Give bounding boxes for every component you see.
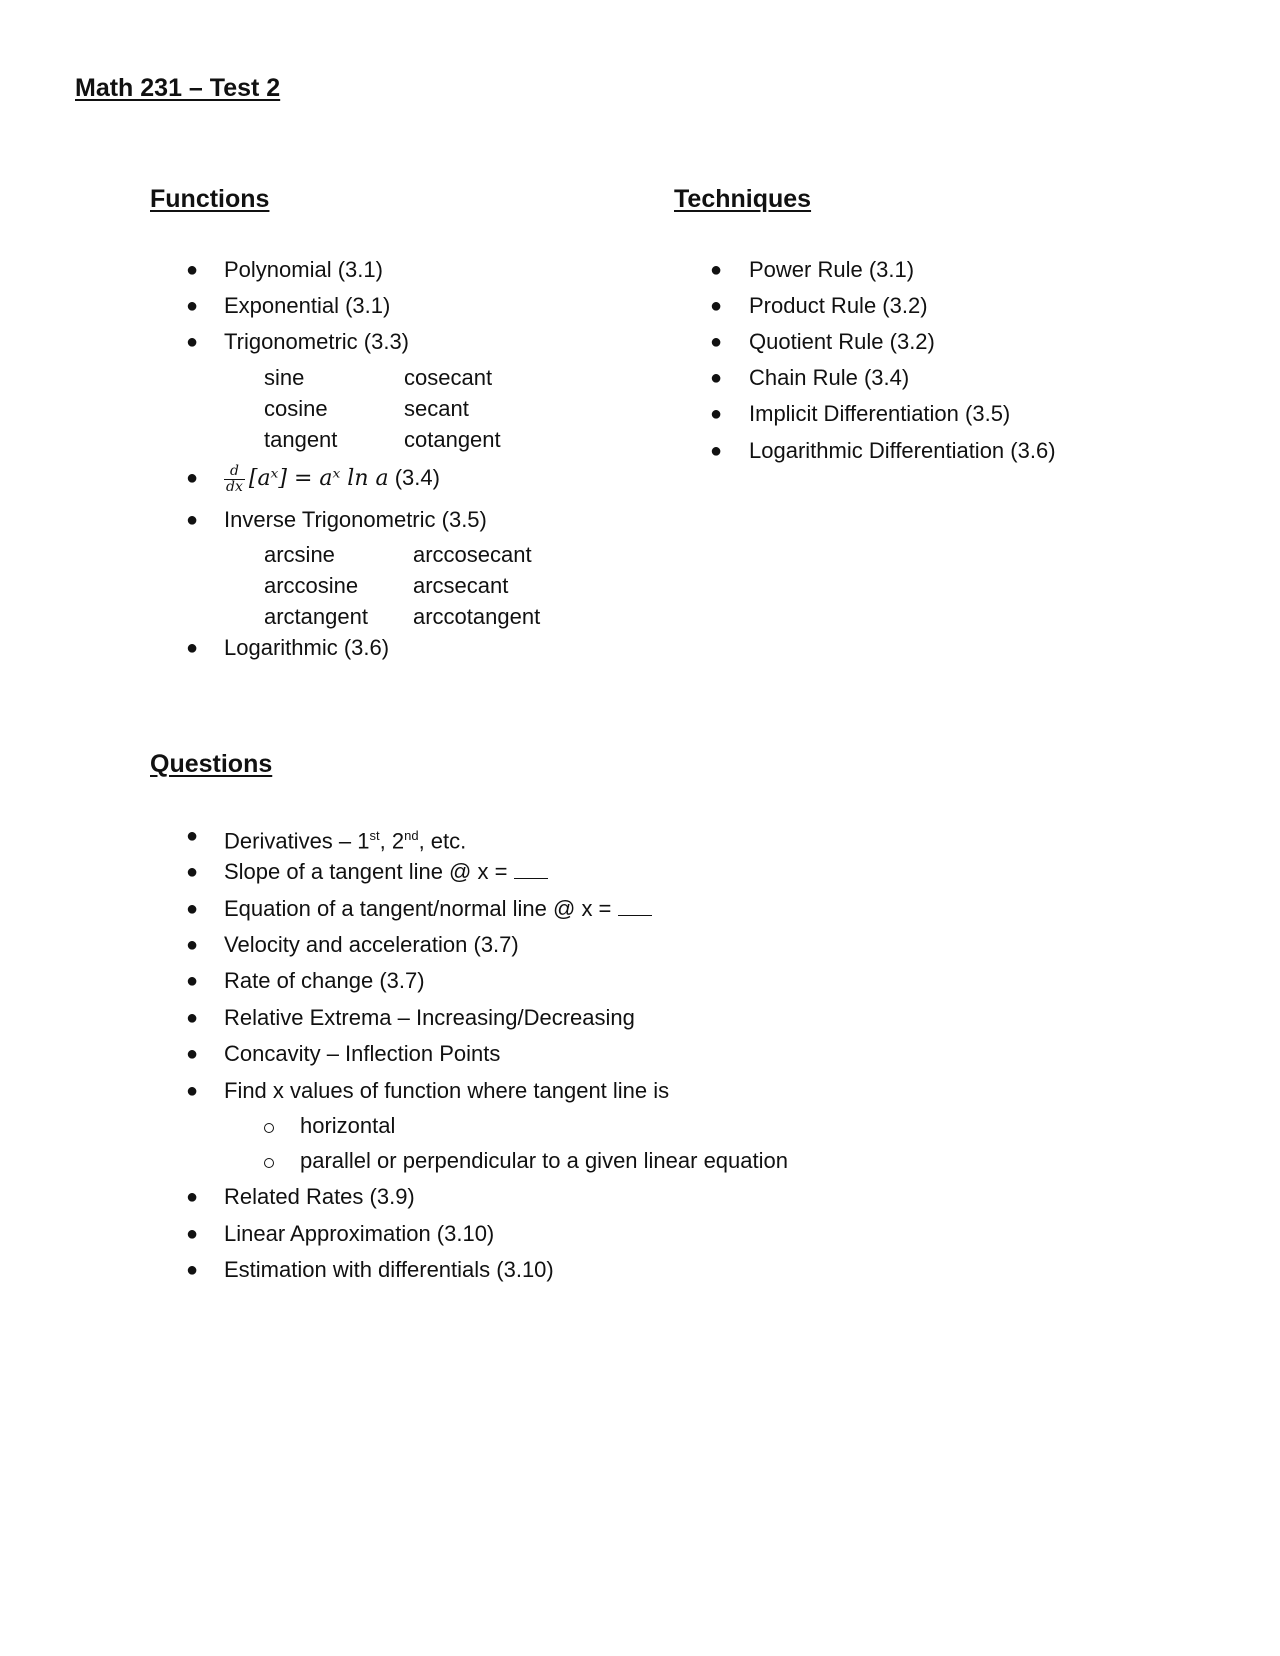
list-item: Linear Approximation (3.10) (224, 1221, 495, 1246)
inverse-trig-name: arccosine (264, 573, 359, 598)
list-item: Concavity – Inflection Points (224, 1041, 501, 1066)
derivative-formula (224, 456, 440, 500)
formula-expression: [aˣ] = aˣ ln a (248, 466, 389, 491)
bullet-icon: ● (186, 259, 199, 281)
hollow-bullet-icon (264, 1158, 274, 1168)
inverse-trig-name: arccotangent (413, 604, 541, 629)
list-item: Power Rule (3.1) (749, 257, 915, 282)
list-item: Logarithmic (3.6) (224, 635, 390, 660)
bullet-icon: ● (186, 934, 199, 956)
answer-blank (618, 899, 652, 916)
bullet-icon: ● (186, 295, 199, 317)
bullet-icon: ● (710, 440, 723, 462)
list-item: Polynomial (3.1) (224, 257, 383, 282)
derivative-operator: $\frac{d}{dx}$ (226, 462, 243, 495)
sub-list-item: horizontal (300, 1113, 396, 1138)
inverse-trig-name: arcsine (264, 542, 335, 567)
list-item: Estimation with differentials (3.10) (224, 1257, 554, 1282)
list-item-equation: Equation of a tangent/normal line @ x = (224, 895, 652, 923)
list-item: Relative Extrema – Increasing/Decreasing (224, 1005, 635, 1030)
list-item: Exponential (3.1) (224, 293, 391, 318)
bullet-icon: ● (186, 861, 199, 883)
list-item-derivatives: Derivatives – 1st, 2nd, etc. (224, 828, 467, 854)
bullet-icon: ● (186, 467, 199, 489)
bullet-icon: ● (186, 637, 199, 659)
list-item: Implicit Differentiation (3.5) (749, 401, 1011, 426)
inverse-trig-name: arctangent (264, 604, 368, 629)
list-item: Trigonometric (3.3) (224, 329, 410, 354)
techniques-heading: Techniques (674, 185, 812, 213)
list-item: Logarithmic Differentiation (3.6) (749, 438, 1056, 463)
list-item: Related Rates (3.9) (224, 1184, 415, 1209)
sub-list-item: parallel or perpendicular to a given linear equation (300, 1148, 788, 1173)
bullet-icon: ● (710, 259, 723, 281)
bullet-icon: ● (186, 898, 199, 920)
page-title: Math 231 – Test 2 (75, 74, 281, 102)
trig-name: sine (264, 365, 305, 390)
trig-name: cotangent (404, 427, 501, 452)
trig-name: secant (404, 396, 469, 421)
trig-name: tangent (264, 427, 338, 452)
list-item: Inverse Trigonometric (3.5) (224, 507, 487, 532)
bullet-icon: ● (186, 1186, 199, 1208)
trig-name: cosine (264, 396, 328, 421)
list-item: Find x values of function where tangent line is (224, 1078, 670, 1103)
list-item: Chain Rule (3.4) (749, 365, 910, 390)
list-item: Rate of change (3.7) (224, 968, 425, 993)
bullet-icon: ● (710, 295, 723, 317)
bullet-icon: ● (186, 1259, 199, 1281)
list-item: Product Rule (3.2) (749, 293, 928, 318)
formula-reference: (3.4) (394, 465, 440, 490)
functions-heading: Functions (150, 185, 270, 213)
inverse-trig-name: arcsecant (413, 573, 509, 598)
list-item: Quotient Rule (3.2) (749, 329, 935, 354)
bullet-icon: ● (186, 509, 199, 531)
bullet-icon: ● (186, 331, 199, 353)
bullet-icon: ● (186, 970, 199, 992)
answer-blank (514, 862, 548, 879)
bullet-icon: ● (710, 367, 723, 389)
bullet-icon: ● (710, 331, 723, 353)
inverse-trig-name: arccosecant (413, 542, 532, 567)
bullet-icon: ● (186, 1080, 199, 1102)
bullet-icon: ● (186, 1043, 199, 1065)
bullet-icon: ● (186, 1223, 199, 1245)
bullet-icon: ● (186, 1007, 199, 1029)
list-item-slope: Slope of a tangent line @ x = (224, 858, 548, 886)
list-item: Velocity and acceleration (3.7) (224, 932, 519, 957)
questions-heading: Questions (150, 750, 273, 778)
trig-name: cosecant (404, 365, 493, 390)
hollow-bullet-icon (264, 1123, 274, 1133)
bullet-icon: ● (710, 403, 723, 425)
bullet-icon: ● (186, 825, 199, 847)
